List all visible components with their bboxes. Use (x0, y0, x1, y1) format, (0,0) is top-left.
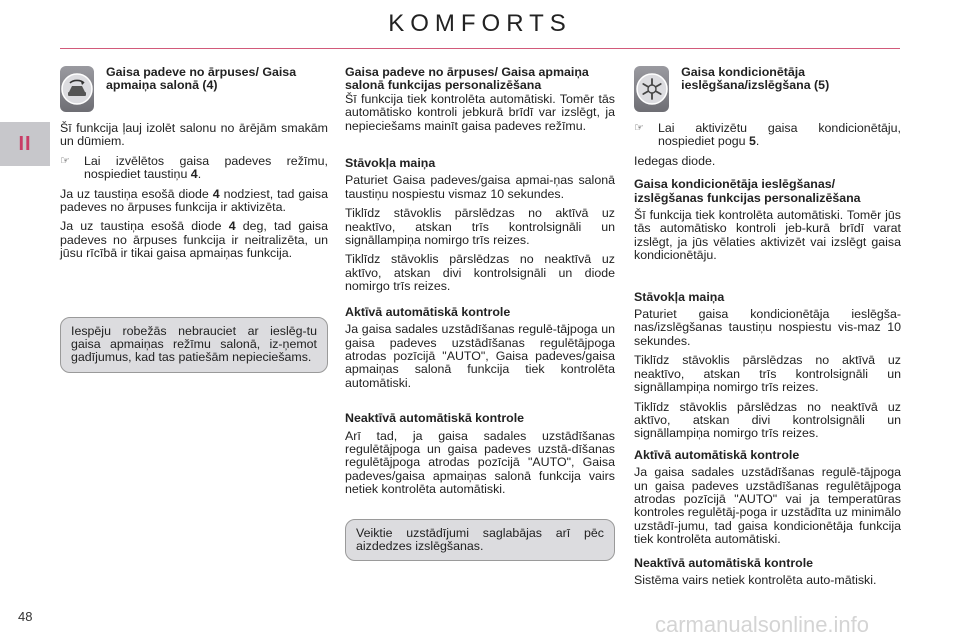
page-number: 48 (18, 609, 33, 624)
subsection-heading: Gaisa kondicionētāja ieslēgšanas/ izslēgšanas funkcijas personalizēšana (634, 177, 861, 205)
paragraph: Ja uz taustiņa esošā diode 4 deg, tad gaisa padeves no ārpuses funkcija ir neitralizēta, un jūsu rīcībā ir tikai gaisa apmaiņas funkcija. (60, 219, 328, 261)
chapter-label: II (18, 132, 32, 155)
paragraph: Ja gaisa sadales uzstādīšanas regulē-tājpoga un gaisa padeves uzstādīšanas regulētājpoga atrodas pozīcijā "AUTO", Gaisa padeves/gaisa apmaiņas salonā funkcija tiek kontrolēta automātiski. (345, 322, 615, 390)
paragraph: Paturiet Gaisa padeves/gaisa apmai-ņas salonā taustiņu nospiestu vismaz 10 sekundes. (345, 173, 615, 201)
subsection-heading: Aktīvā automātiskā kontrole (634, 447, 800, 462)
section-header-recirculation (60, 66, 328, 112)
paragraph: Paturiet gaisa kondicionētāja ieslēgša-nas/izslēgšanas taustiņu nospiestu vis-maz 10 sekundes. (634, 307, 901, 348)
section-header-ac (634, 66, 901, 112)
chapter-tab (0, 122, 50, 166)
hand-pointer-icon: ☞ (60, 154, 70, 167)
paragraph: Ja uz taustiņa esošā diode 4 nodziest, tad gaisa padeves no ārpuses funkcija ir aktivizēta. (60, 186, 328, 215)
subsection-heading: Stāvokļa maiņa (345, 156, 436, 171)
page-title: KOMFORTS (388, 10, 572, 37)
subsection-heading: Neaktīvā automātiskā kontrole (634, 555, 814, 570)
paragraph: Iedegas diode. (634, 153, 716, 168)
note-box: Iespēju robežās nebrauciet ar ieslēg-tu gaisa apmaiņas režīmu salonā, iz-ņemot gadījumus, kad tas patiešām nepieciešams. (60, 317, 328, 373)
paragraph: Tiklīdz stāvoklis pārslēdzas no neaktīvā uz aktīvo, atskan divi kontrolsignāli un signāllampiņa nomirgo trīs reizes. (634, 399, 901, 441)
paragraph: Tiklīdz stāvoklis pārslēdzas no neaktīvā uz aktīvo, atskan divi kontrolsignāli un diode nomirgo trīs reizes. (345, 252, 615, 294)
paragraph: Tiklīdz stāvoklis pārslēdzas no aktīvā uz neaktīvo, atskan trīs kontrolsignāli un signāllampiņa nomirgo trīs reizes. (634, 353, 901, 395)
subsection-heading: Neaktīvā automātiskā kontrole (345, 411, 525, 426)
paragraph: Šī funkcija ļauj izolēt salonu no ārējām smakām un dūmiem. (60, 121, 328, 149)
paragraph: Sistēma vairs netiek kontrolēta auto-mātiski. (634, 572, 877, 587)
column-recirculation (60, 66, 328, 373)
air-recirculation-icon (60, 66, 94, 112)
section-heading: Gaisa kondicionētāja ieslēgšana/izslēgšana (5) (681, 65, 830, 93)
instruction-bullet (60, 155, 328, 182)
hand-pointer-icon: ☞ (634, 122, 644, 134)
paragraph: Arī tad, ja gaisa sadales uzstādīšanas regulētājpoga un gaisa padeves uzstā-dīšanas regulētājpoga atrodas pozīcijā "AUTO", Gaisa padeves/gaisa apmaiņas salonā funkcija vairs netiek kontrolēta automātiski. (345, 428, 615, 497)
subsection-heading: Aktīvā automātiskā kontrole (345, 304, 511, 319)
paragraph: Tiklīdz stāvoklis pārslēdzas no aktīvā uz neaktīvo, atskan trīs kontrolsignāli un signāllampiņa nomirgo trīs reizes. (345, 206, 615, 248)
column-air-conditioning (634, 66, 901, 593)
title-divider (60, 48, 900, 49)
instruction-bullet (634, 122, 901, 149)
watermark: carmanualsonline.info (655, 612, 870, 637)
column-recirculation-personalisation (345, 66, 615, 561)
bullet-text: Lai izvēlētos gaisa padeves režīmu, nospiediet taustiņu 4. (84, 153, 328, 182)
paragraph: Šī funkcija tiek kontrolēta automātiski. Tomēr tās automātisko kontroli jebkurā brīdī var izslēgt, ja nepieciešams mainīt gaisa padeves režīmu. (345, 91, 615, 133)
snowflake-ac-icon (634, 66, 669, 112)
note-box: Veiktie uzstādījumi saglabājas arī pēc aizdedzes izslēgšanas. (345, 519, 615, 562)
section-heading: Gaisa padeve no ārpuses/ Gaisa apmaiņa salonā funkcijas personalizēšana (345, 65, 589, 93)
section-heading: Gaisa padeve no ārpuses/ Gaisa apmaiņa salonā (4) (106, 65, 297, 93)
bullet-text: Lai aktivizētu gaisa kondicionētāju, nospiediet pogu 5. (658, 121, 901, 149)
paragraph: Šī funkcija tiek kontrolēta automātiski. Tomēr jūs tās automātisko kontroli jeb-kurā brīdī varat izslēgt, ja jūs vēlaties aktivizēt vai izslēgt gaisa kondicionētāju. (634, 208, 901, 263)
paragraph: Ja gaisa sadales uzstādīšanas regulē-tājpoga un gaisa padeves uzstādīšanas regulētājpoga atrodas pozīcijā "AUTO" vai ja temperatūras kontroles regulētāj-poga ir uzstādīta uz minimālo uzstādī-jumu, tad gaisa kondicionētāja funkcija tiek kontrolēta automātiski. (634, 465, 901, 547)
subsection-heading: Stāvokļa maiņa (634, 289, 725, 304)
